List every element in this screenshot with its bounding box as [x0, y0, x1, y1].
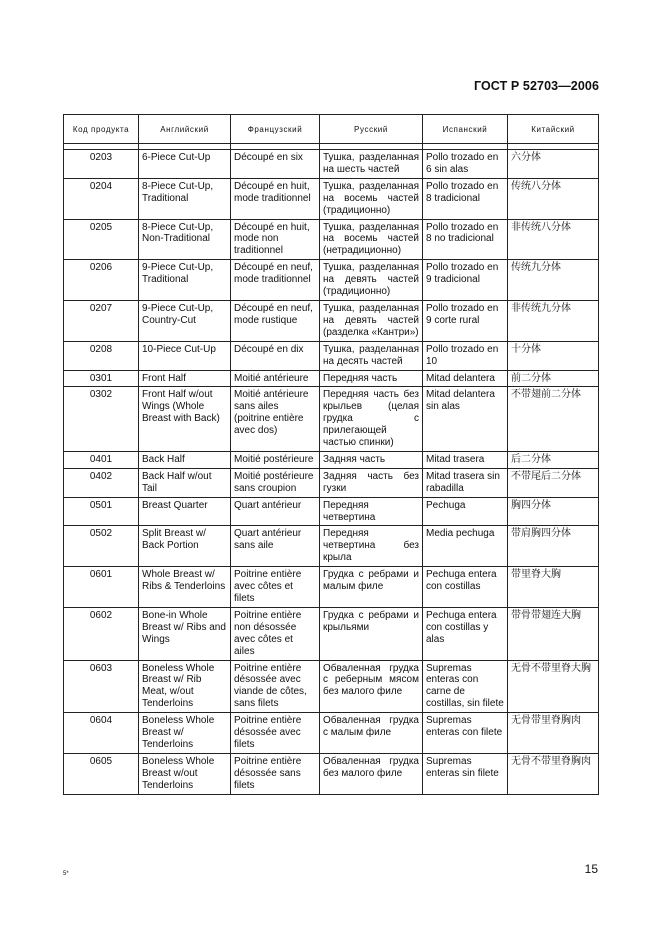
- cell-spanish: Pollo trozado en 6 sin alas: [423, 150, 508, 179]
- cell-english: Back Half: [139, 451, 231, 468]
- cell-code: 0206: [64, 260, 139, 301]
- cell-chinese: 无骨不带里脊大胸: [508, 660, 599, 713]
- cell-french: Poitrine entière non désossée avec côtes et ailes: [231, 607, 320, 660]
- cell-spanish: Supremas enteras sin filete: [423, 753, 508, 794]
- table-row: [64, 451, 599, 468]
- cell-russian: Задняя часть без гузки: [320, 468, 423, 497]
- header-code: Код продукта: [64, 115, 139, 144]
- header-french: Французский: [231, 115, 320, 144]
- cell-spanish: Pollo trozado en 10: [423, 341, 508, 370]
- cell-french: Moitié postérieure sans croupion: [231, 468, 320, 497]
- cell-french: Découpé en six: [231, 150, 320, 179]
- cell-english: Whole Breast w/ Ribs & Tenderloins: [139, 567, 231, 608]
- cell-chinese: 带骨带翅连大胸: [508, 607, 599, 660]
- cell-french: Poitrine entière désossée avec filets: [231, 713, 320, 754]
- cell-code: 0207: [64, 300, 139, 341]
- footer-mark: 5*: [63, 871, 69, 877]
- cell-code: 0301: [64, 370, 139, 387]
- cell-french: Découpé en huit, mode non traditionnel: [231, 219, 320, 260]
- cell-russian: Тушка, разделанная на девять частей (разделка «Кантри»): [320, 300, 423, 341]
- cell-english: 8-Piece Cut-Up, Non-Traditional: [139, 219, 231, 260]
- cell-spanish: Pollo trozado en 9 tradicional: [423, 260, 508, 301]
- cell-chinese: 后二分体: [508, 451, 599, 468]
- cell-russian: Передняя часть: [320, 370, 423, 387]
- cell-russian: Тушка, разделанная на десять частей: [320, 341, 423, 370]
- cell-russian: Грудка с ребрами и малым филе: [320, 567, 423, 608]
- cell-chinese: 前二分体: [508, 370, 599, 387]
- cell-russian: Тушка, разделанная на восемь частей (нетрадиционно): [320, 219, 423, 260]
- cell-french: Découpé en neuf, mode rustique: [231, 300, 320, 341]
- cell-english: Front Half: [139, 370, 231, 387]
- table-row: [64, 526, 599, 567]
- cell-english: 6-Piece Cut-Up: [139, 150, 231, 179]
- table-row: [64, 468, 599, 497]
- cell-chinese: 不带尾后二分体: [508, 468, 599, 497]
- cell-code: 0402: [64, 468, 139, 497]
- document-title: ГОСТ Р 52703—2006: [473, 79, 599, 93]
- cell-russian: Передняя четвертина без крыла: [320, 526, 423, 567]
- cell-code: 0604: [64, 713, 139, 754]
- cell-chinese: 六分体: [508, 150, 599, 179]
- header-english: Английский: [139, 115, 231, 144]
- cell-spanish: Supremas enteras con filete: [423, 713, 508, 754]
- cell-chinese: 无骨不带里脊胸肉: [508, 753, 599, 794]
- cell-spanish: Mitad delantera: [423, 370, 508, 387]
- cell-code: 0602: [64, 607, 139, 660]
- cell-code: 0601: [64, 567, 139, 608]
- cell-chinese: 非传统九分体: [508, 300, 599, 341]
- cell-french: Moitié antérieure: [231, 370, 320, 387]
- table-row: [64, 260, 599, 301]
- cell-russian: Обваленная грудка без малого филе: [320, 753, 423, 794]
- cell-english: 9-Piece Cut-Up, Country-Cut: [139, 300, 231, 341]
- table-row: [64, 300, 599, 341]
- header-russian: Русский: [320, 115, 423, 144]
- cell-code: 0401: [64, 451, 139, 468]
- cell-chinese: 带肩胸四分体: [508, 526, 599, 567]
- table-row: [64, 607, 599, 660]
- cell-spanish: Pollo trozado en 9 corte rural: [423, 300, 508, 341]
- cell-code: 0203: [64, 150, 139, 179]
- cell-french: Poitrine entière avec côtes et filets: [231, 567, 320, 608]
- cell-french: Poitrine entière désossée avec viande de côtes, sans filets: [231, 660, 320, 713]
- cell-french: Poitrine entière désossée sans filets: [231, 753, 320, 794]
- cell-russian: Задняя часть: [320, 451, 423, 468]
- cell-english: Front Half w/out Wings (Whole Breast with Back): [139, 387, 231, 452]
- table-row: [64, 713, 599, 754]
- cell-spanish: Pechuga entera con costillas: [423, 567, 508, 608]
- cell-chinese: 传统九分体: [508, 260, 599, 301]
- product-code-table: [63, 114, 599, 795]
- header-spanish: Испанский: [423, 115, 508, 144]
- cell-spanish: Pollo trozado en 8 no tradicional: [423, 219, 508, 260]
- cell-english: 9-Piece Cut-Up, Traditional: [139, 260, 231, 301]
- cell-russian: Передняя часть без крыльев (целая грудка с прилегающей частью спинки): [320, 387, 423, 452]
- cell-russian: Тушка, разделанная на восемь частей (традиционно): [320, 178, 423, 219]
- header-chinese: Китайский: [508, 115, 599, 144]
- cell-english: Boneless Whole Breast w/ Rib Meat, w/out Tenderloins: [139, 660, 231, 713]
- cell-french: Découpé en neuf, mode traditionnel: [231, 260, 320, 301]
- cell-code: 0302: [64, 387, 139, 452]
- cell-french: Découpé en dix: [231, 341, 320, 370]
- cell-chinese: 十分体: [508, 341, 599, 370]
- table-row: [64, 219, 599, 260]
- cell-spanish: Pechuga entera con costillas y alas: [423, 607, 508, 660]
- cell-spanish: Media pechuga: [423, 526, 508, 567]
- cell-code: 0501: [64, 497, 139, 526]
- cell-french: Moitié postérieure: [231, 451, 320, 468]
- cell-french: Moitié antérieure sans ailes (poitrine entière avec dos): [231, 387, 320, 452]
- cell-spanish: Mitad delantera sin alas: [423, 387, 508, 452]
- page-number: 15: [584, 862, 598, 876]
- cell-chinese: 胸四分体: [508, 497, 599, 526]
- cell-french: Quart antérieur sans aile: [231, 526, 320, 567]
- table-row: [64, 660, 599, 713]
- cell-chinese: 带里脊大胸: [508, 567, 599, 608]
- cell-russian: Передняя четвертина: [320, 497, 423, 526]
- table-row: [64, 753, 599, 794]
- cell-english: 10-Piece Cut-Up: [139, 341, 231, 370]
- cell-spanish: Mitad trasera: [423, 451, 508, 468]
- cell-russian: Обваленная грудка с реберным мясом без малого филе: [320, 660, 423, 713]
- cell-french: Quart antérieur: [231, 497, 320, 526]
- cell-code: 0204: [64, 178, 139, 219]
- cell-spanish: Pollo trozado en 8 tradicional: [423, 178, 508, 219]
- cell-code: 0205: [64, 219, 139, 260]
- cell-code: 0603: [64, 660, 139, 713]
- table-header-row: [64, 115, 599, 144]
- cell-russian: Тушка, разделанная на девять частей (традиционно): [320, 260, 423, 301]
- table-row: [64, 567, 599, 608]
- cell-french: Découpé en huit, mode traditionnel: [231, 178, 320, 219]
- cell-russian: Обваленная грудка с малым филе: [320, 713, 423, 754]
- cell-chinese: 无骨带里脊胸肉: [508, 713, 599, 754]
- cell-spanish: Supremas enteras con carne de costillas, sin filete: [423, 660, 508, 713]
- table-body: [64, 144, 599, 795]
- table-row: [64, 370, 599, 387]
- table-row: [64, 150, 599, 179]
- cell-code: 0502: [64, 526, 139, 567]
- table-row: [64, 341, 599, 370]
- cell-code: 0605: [64, 753, 139, 794]
- cell-english: Boneless Whole Breast w/ Tenderloins: [139, 713, 231, 754]
- cell-english: 8-Piece Cut-Up, Traditional: [139, 178, 231, 219]
- cell-spanish: Mitad trasera sin rabadilla: [423, 468, 508, 497]
- cell-code: 0208: [64, 341, 139, 370]
- cell-russian: Грудка с ребрами и крыльями: [320, 607, 423, 660]
- cell-russian: Тушка, разделанная на шесть частей: [320, 150, 423, 179]
- cell-chinese: 不带翅前二分体: [508, 387, 599, 452]
- table-row: [64, 178, 599, 219]
- cell-chinese: 传统八分体: [508, 178, 599, 219]
- table-row: [64, 387, 599, 452]
- cell-english: Split Breast w/ Back Portion: [139, 526, 231, 567]
- cell-english: Bone-in Whole Breast w/ Ribs and Wings: [139, 607, 231, 660]
- table-row: [64, 497, 599, 526]
- cell-chinese: 非传统八分体: [508, 219, 599, 260]
- cell-english: Back Half w/out Tail: [139, 468, 231, 497]
- cell-english: Boneless Whole Breast w/out Tenderloins: [139, 753, 231, 794]
- cell-english: Breast Quarter: [139, 497, 231, 526]
- cell-spanish: Pechuga: [423, 497, 508, 526]
